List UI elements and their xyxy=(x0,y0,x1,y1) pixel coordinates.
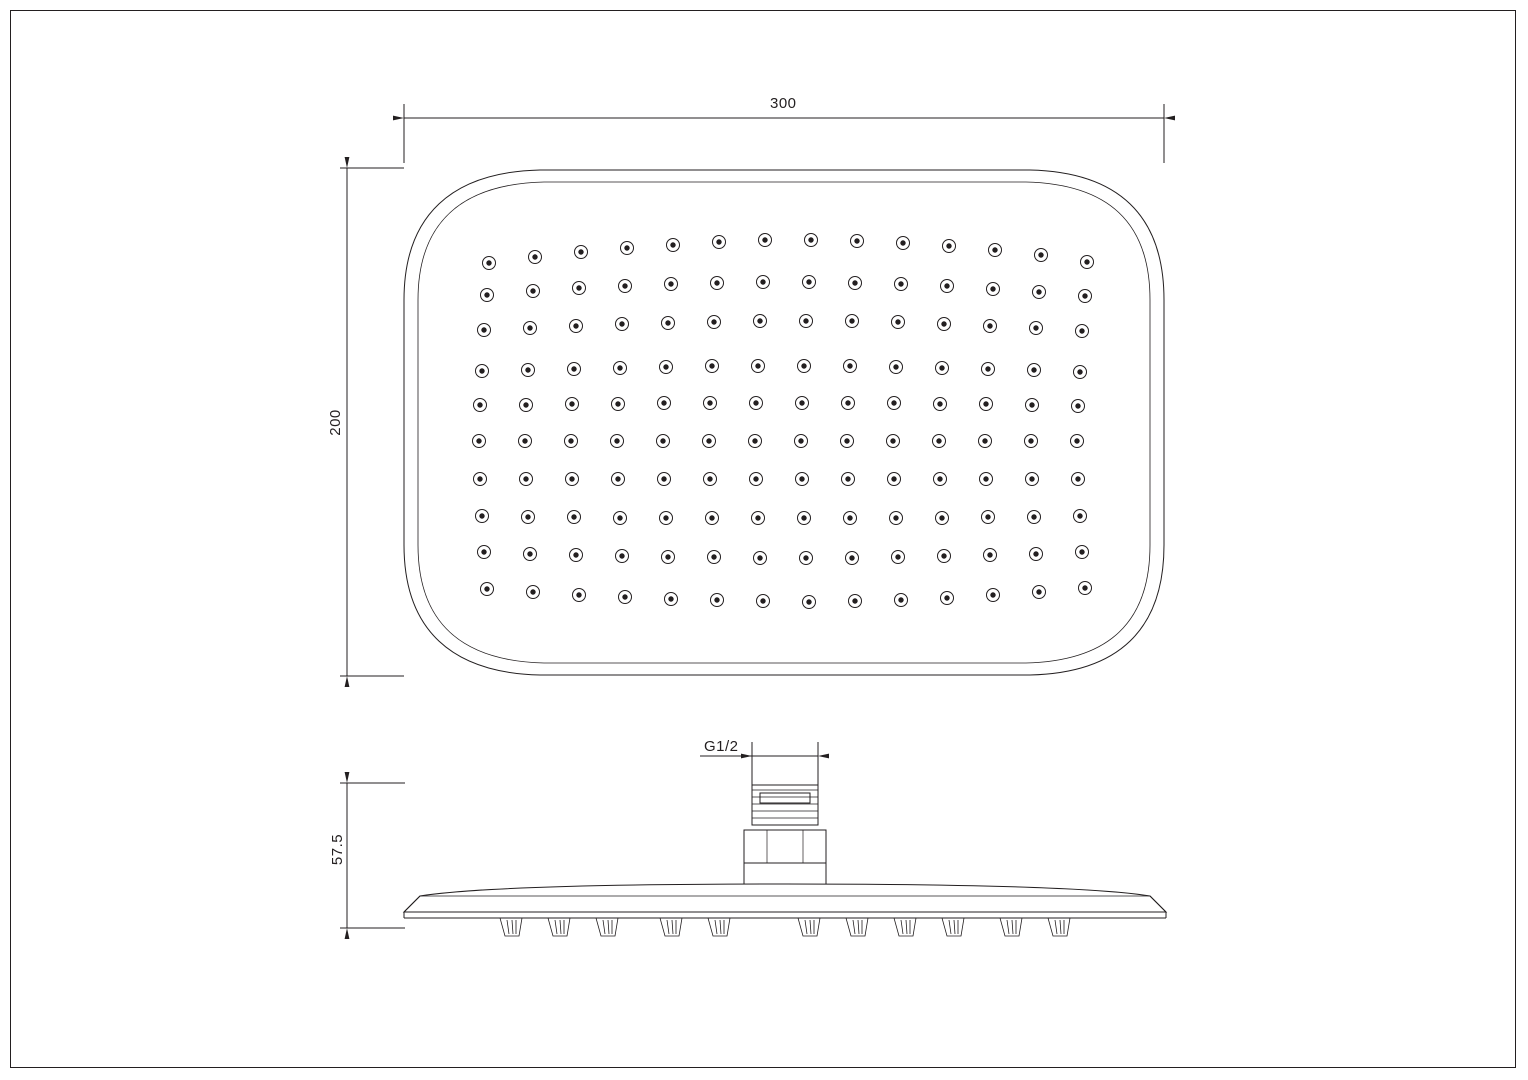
dimension-label-thread: G1/2 xyxy=(704,738,739,755)
nozzle-array xyxy=(473,234,1094,609)
dimension-label-height: 200 xyxy=(326,409,344,436)
spray-fins xyxy=(500,918,1070,936)
face-plate-outline xyxy=(404,170,1164,675)
side-profile-body xyxy=(404,884,1166,936)
dimension-label-thickness: 57.5 xyxy=(329,833,347,866)
dimension-label-width: 300 xyxy=(770,95,797,112)
